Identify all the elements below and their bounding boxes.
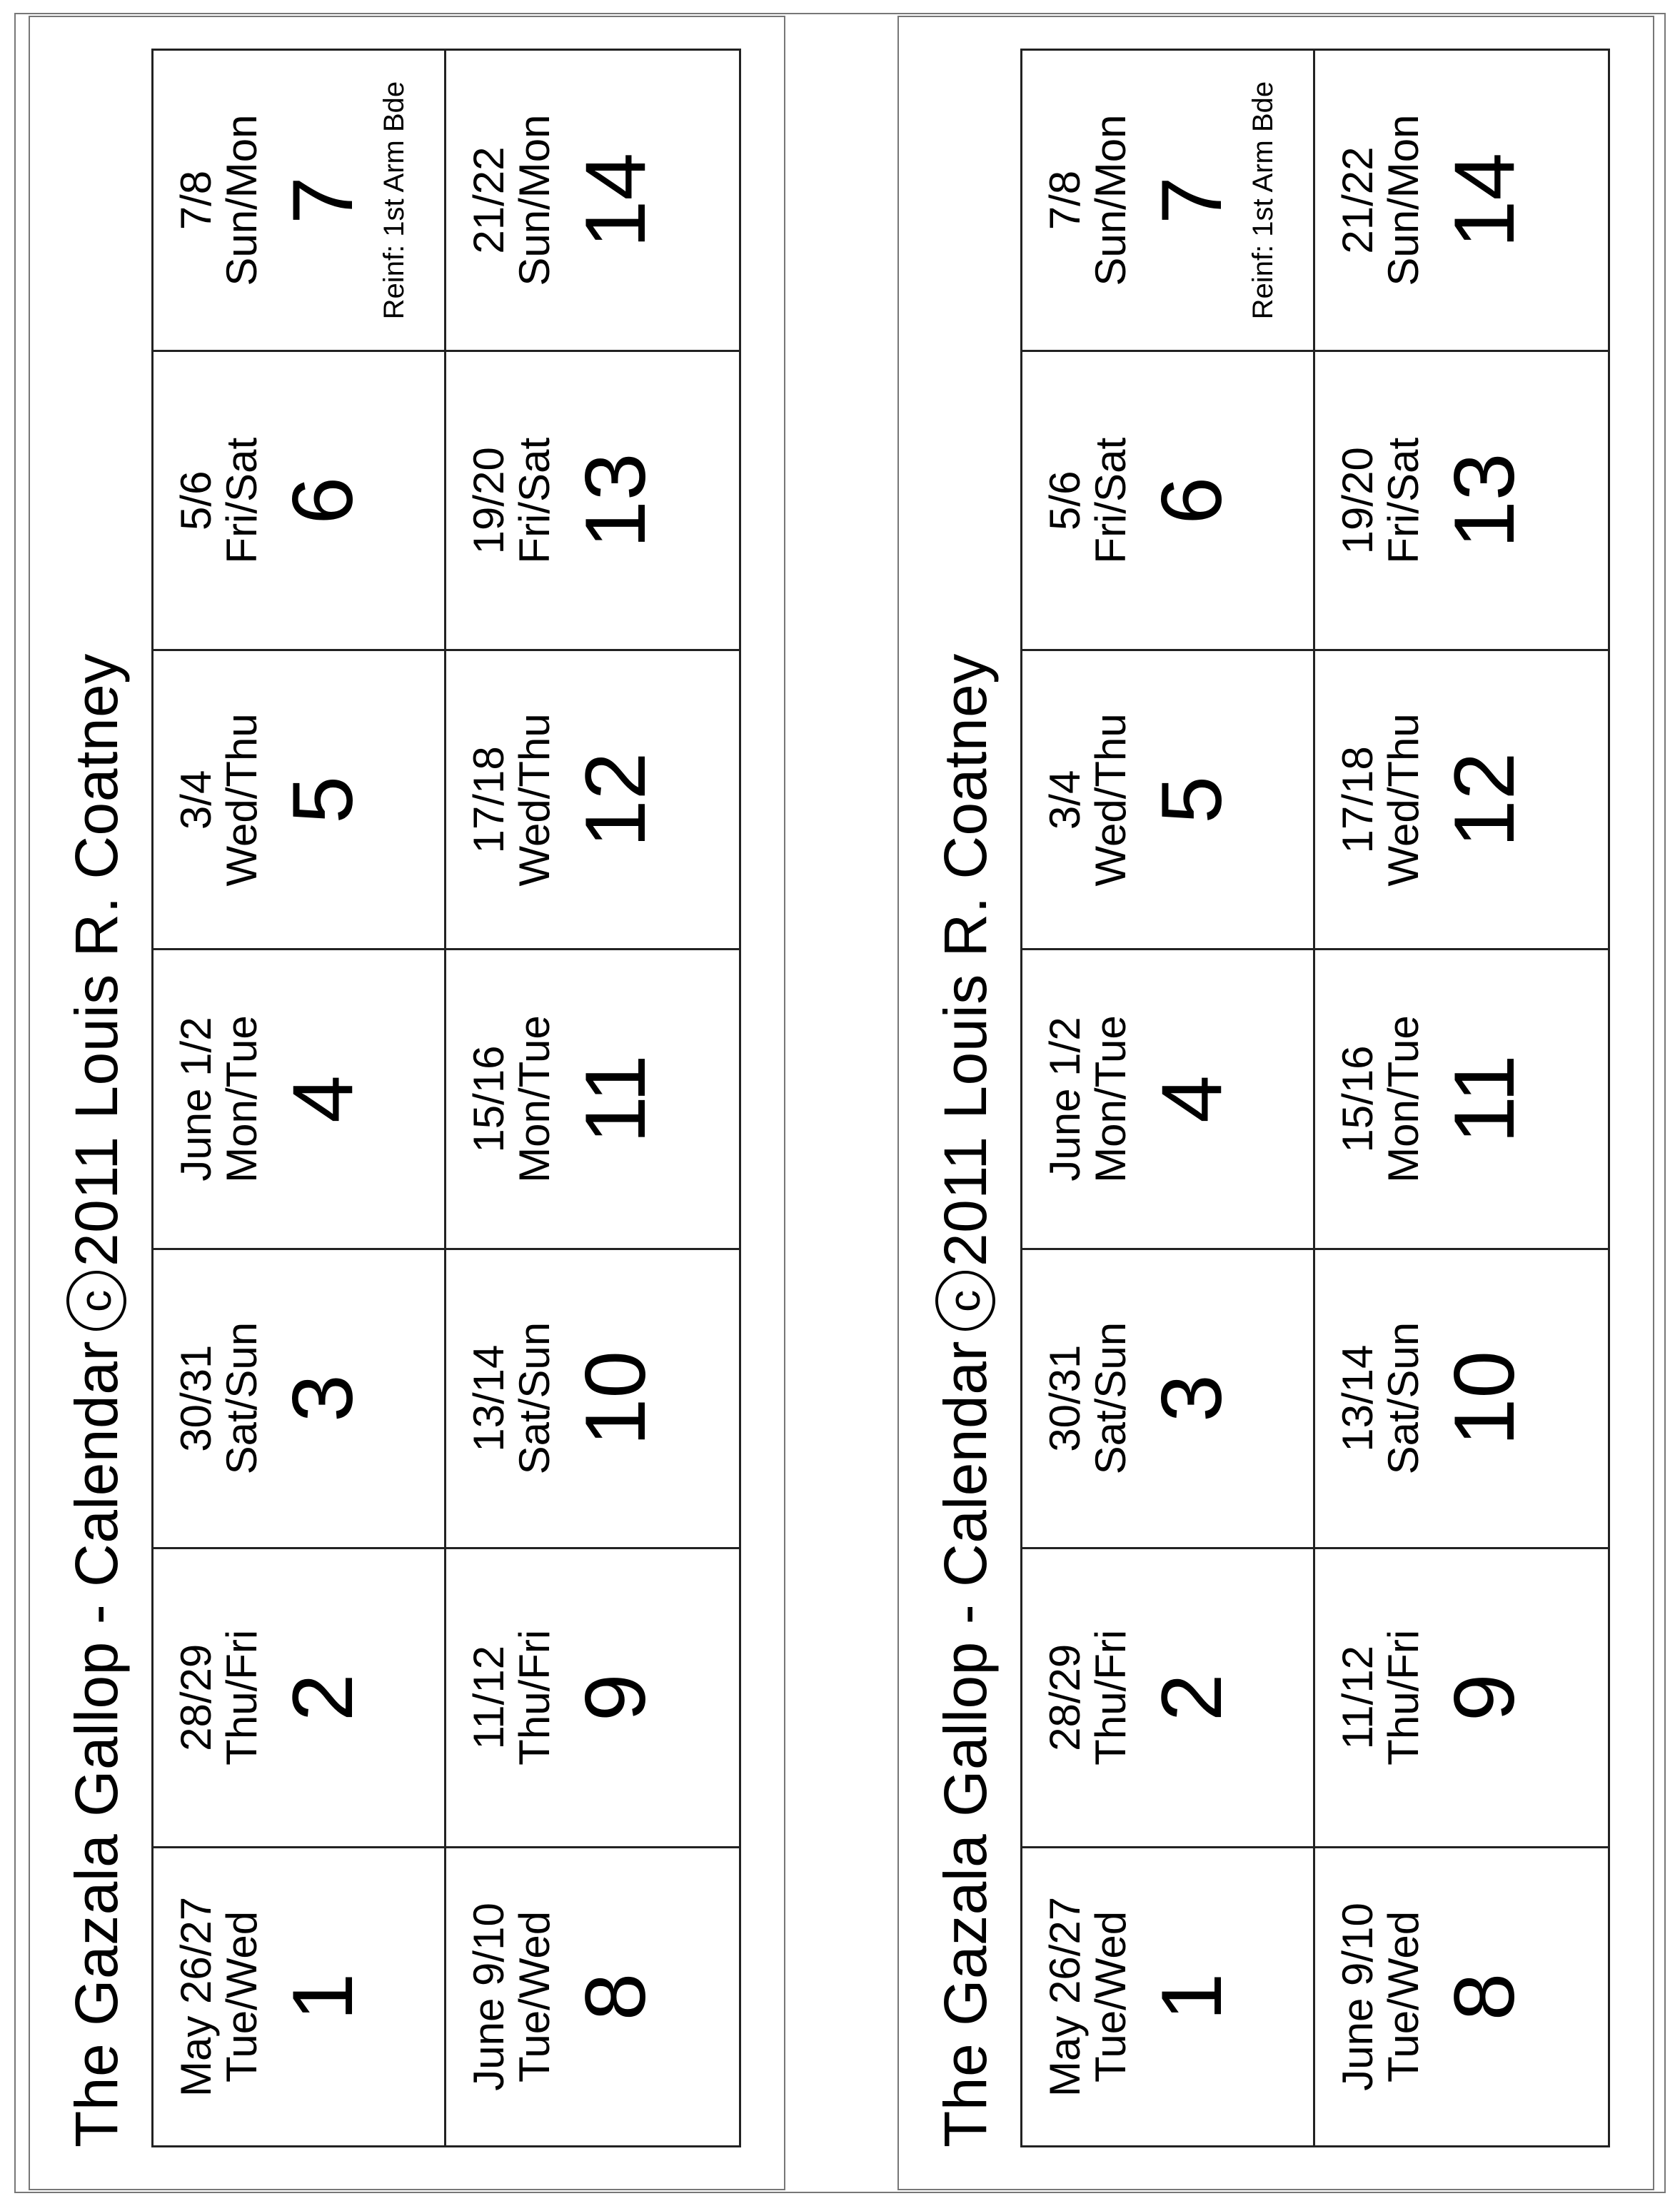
turn-number: 9	[568, 1673, 663, 1722]
turn-cell	[1022, 1547, 1315, 1846]
turn-cell	[1022, 350, 1315, 649]
turn-days: Wed/Thu	[218, 713, 266, 887]
turn-cell	[154, 649, 446, 948]
turn-cell	[446, 51, 739, 350]
turn-date: 5/6	[1041, 470, 1089, 530]
turn-number: 6	[275, 476, 371, 525]
turn-date: 17/18	[465, 746, 513, 854]
turn-number: 13	[1437, 453, 1532, 548]
turn-cell	[1022, 948, 1315, 1247]
calendar-copy-right	[897, 16, 1654, 2190]
turn-cell	[1315, 948, 1608, 1247]
turn-days: Wed/Thu	[1087, 713, 1135, 887]
turn-date: 13/14	[465, 1344, 513, 1452]
title-suffix: 2011 Louis R. Coatney	[931, 653, 999, 1267]
turn-days: Sat/Sun	[1379, 1321, 1427, 1475]
reinforcement-note: Reinf: 1st Arm Bde	[1247, 81, 1279, 320]
turn-cell	[154, 1846, 446, 2145]
turn-number: 10	[568, 1350, 663, 1446]
turn-number: 4	[275, 1075, 371, 1123]
turn-cell	[1022, 649, 1315, 948]
turn-days: Thu/Fri	[1087, 1629, 1135, 1766]
turn-days: Fri/Sat	[1087, 437, 1135, 564]
turn-days: Tue/Wed	[218, 1910, 266, 2082]
turn-number: 7	[275, 176, 371, 224]
turn-number: 13	[568, 453, 663, 548]
turn-date: 21/22	[465, 146, 513, 254]
turn-days: Tue/Wed	[510, 1910, 558, 2082]
turn-date: June 9/10	[465, 1903, 513, 2091]
turn-number: 3	[1144, 1374, 1239, 1423]
turn-date: 19/20	[1334, 447, 1382, 555]
turn-days: Sun/Mon	[510, 114, 558, 286]
turn-cell	[1022, 1846, 1315, 2145]
turn-date: 7/8	[172, 170, 220, 231]
turn-date: 7/8	[1041, 170, 1089, 231]
turn-number: 2	[1144, 1673, 1239, 1722]
turn-cell	[1022, 51, 1315, 350]
turn-number: 4	[1144, 1075, 1239, 1123]
copyright-icon: c	[935, 1271, 995, 1331]
reinforcement-note: Reinf: 1st Arm Bde	[378, 81, 410, 320]
turn-days: Sun/Mon	[218, 114, 266, 286]
turn-number: 7	[1144, 176, 1239, 224]
turn-cell	[1315, 51, 1608, 350]
turn-number: 5	[275, 776, 371, 824]
title-suffix: 2011 Louis R. Coatney	[62, 653, 130, 1267]
turn-cell	[1315, 1846, 1608, 2145]
turn-number: 8	[1437, 1973, 1532, 2021]
calendar-card	[897, 16, 1654, 2190]
turn-days: Thu/Fri	[510, 1629, 558, 1766]
turn-number: 8	[568, 1973, 663, 2021]
turn-date: June 1/2	[1041, 1017, 1089, 1182]
turn-date: 5/6	[172, 470, 220, 530]
calendar-card	[29, 16, 785, 2190]
turn-cell	[154, 51, 446, 350]
turn-days: Thu/Fri	[1379, 1629, 1427, 1766]
turn-grid	[1020, 49, 1610, 2147]
turn-date: 3/4	[172, 770, 220, 830]
turn-date: June 1/2	[172, 1017, 220, 1182]
turn-number: 12	[568, 752, 663, 848]
turn-date: 30/31	[172, 1344, 220, 1452]
turn-days: Fri/Sat	[218, 437, 266, 564]
turn-cell	[1315, 1248, 1608, 1547]
turn-cell	[446, 1547, 739, 1846]
turn-days: Sat/Sun	[1087, 1321, 1135, 1475]
turn-number: 14	[568, 152, 663, 248]
turn-days: Thu/Fri	[218, 1629, 266, 1766]
turn-days: Sun/Mon	[1379, 114, 1427, 286]
turn-days: Sun/Mon	[1087, 114, 1135, 286]
turn-cell	[1022, 1248, 1315, 1547]
turn-date: 15/16	[1334, 1045, 1382, 1153]
turn-days: Tue/Wed	[1379, 1910, 1427, 2082]
turn-date: June 9/10	[1334, 1903, 1382, 2091]
turn-cell	[154, 350, 446, 649]
turn-number: 11	[1437, 1054, 1532, 1144]
turn-number: 1	[275, 1973, 371, 2021]
turn-number: 10	[1437, 1350, 1532, 1446]
turn-number: 1	[1144, 1973, 1239, 2021]
turn-days: Mon/Tue	[1379, 1015, 1427, 1183]
turn-date: 3/4	[1041, 770, 1089, 830]
turn-cell	[154, 1547, 446, 1846]
turn-date: 11/12	[1334, 1645, 1382, 1750]
turn-days: Wed/Thu	[1379, 713, 1427, 887]
turn-number: 2	[275, 1673, 371, 1722]
turn-number: 14	[1437, 152, 1532, 248]
turn-cell	[446, 1846, 739, 2145]
title-prefix: The Gazala Gallop - Calendar	[931, 1341, 999, 2147]
turn-number: 9	[1437, 1673, 1532, 1722]
title-prefix: The Gazala Gallop - Calendar	[62, 1341, 130, 2147]
turn-days: Tue/Wed	[1087, 1910, 1135, 2082]
turn-number: 5	[1144, 776, 1239, 824]
turn-date: May 26/27	[172, 1896, 220, 2097]
turn-cell	[1315, 1547, 1608, 1846]
turn-date: 28/29	[172, 1643, 220, 1751]
turn-date: 13/14	[1334, 1344, 1382, 1452]
turn-cell	[154, 1248, 446, 1547]
calendar-title	[50, 653, 143, 2147]
turn-date: May 26/27	[1041, 1896, 1089, 2097]
calendar-title	[919, 653, 1012, 2147]
turn-cell	[446, 1248, 739, 1547]
turn-cell	[1315, 350, 1608, 649]
turn-number: 3	[275, 1374, 371, 1423]
turn-cell	[446, 948, 739, 1247]
turn-cell	[1315, 649, 1608, 948]
turn-date: 21/22	[1334, 146, 1382, 254]
turn-days: Mon/Tue	[218, 1015, 266, 1183]
turn-cell	[446, 350, 739, 649]
turn-days: Fri/Sat	[1379, 437, 1427, 564]
turn-number: 12	[1437, 752, 1532, 848]
turn-number: 6	[1144, 476, 1239, 525]
turn-cell	[446, 649, 739, 948]
turn-days: Mon/Tue	[1087, 1015, 1135, 1183]
copyright-icon: c	[66, 1271, 126, 1331]
turn-days: Wed/Thu	[510, 713, 558, 887]
turn-date: 19/20	[465, 447, 513, 555]
turn-date: 30/31	[1041, 1344, 1089, 1452]
turn-number: 11	[568, 1054, 663, 1144]
turn-grid	[151, 49, 741, 2147]
turn-days: Sat/Sun	[510, 1321, 558, 1475]
turn-days: Sat/Sun	[218, 1321, 266, 1475]
calendar-copy-left	[29, 16, 785, 2190]
turn-days: Mon/Tue	[510, 1015, 558, 1183]
turn-days: Fri/Sat	[510, 437, 558, 564]
turn-date: 17/18	[1334, 746, 1382, 854]
turn-date: 15/16	[465, 1045, 513, 1153]
turn-date: 11/12	[465, 1645, 513, 1750]
turn-date: 28/29	[1041, 1643, 1089, 1751]
turn-cell	[154, 948, 446, 1247]
